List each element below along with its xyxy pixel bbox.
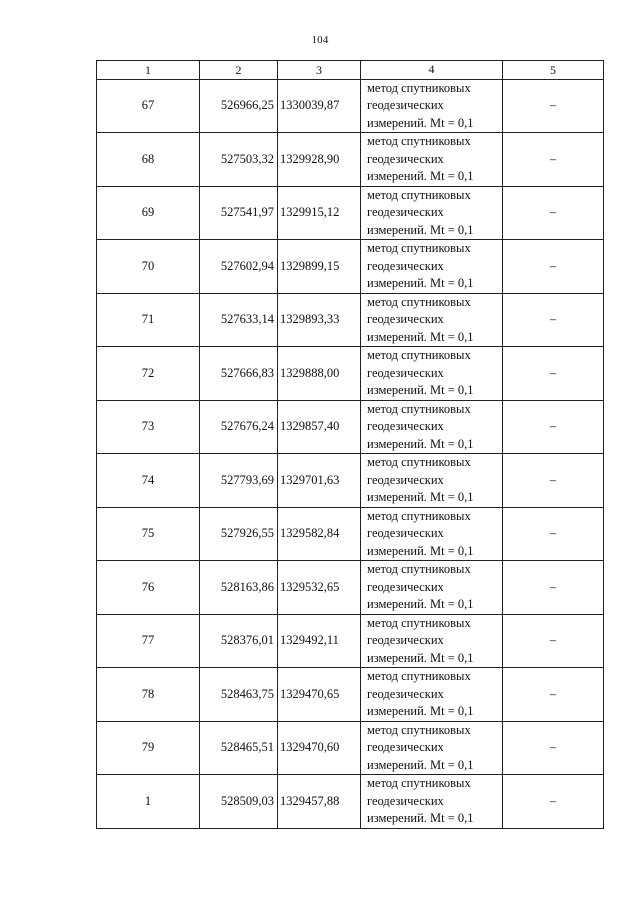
- method-line: метод спутниковых: [367, 776, 471, 790]
- method-line: метод спутниковых: [367, 241, 471, 255]
- point-number-cell: 74: [97, 454, 200, 508]
- y-coordinate-cell: 1330039,87: [278, 79, 361, 133]
- description-cell: –: [503, 400, 604, 454]
- table-row: [97, 668, 604, 722]
- x-coordinate-cell: 527676,24: [200, 400, 278, 454]
- method-line: геодезических: [367, 740, 444, 754]
- coordinates-table-container: [96, 60, 604, 829]
- method-line: измерений. Mt = 0,1: [367, 543, 474, 558]
- y-coordinate-cell: 1329532,65: [278, 561, 361, 615]
- method-line: метод спутниковых: [367, 508, 471, 523]
- method-line: геодезических: [367, 686, 444, 701]
- column-header-4: 4: [361, 61, 503, 80]
- y-coordinate-cell: 1329857,40: [278, 400, 361, 454]
- x-coordinate-cell: 528163,86: [200, 561, 278, 615]
- table-row: [97, 454, 604, 508]
- method-line: метод спутниковых: [367, 348, 471, 362]
- point-number-cell: 1: [97, 775, 200, 829]
- x-coordinate-cell: 528465,51: [200, 721, 278, 775]
- method-line: геодезических: [367, 151, 444, 166]
- y-coordinate-cell: 1329899,15: [278, 240, 361, 294]
- method-cell: [361, 400, 503, 454]
- method-cell: [361, 240, 503, 294]
- point-number-cell: 75: [97, 507, 200, 561]
- method-line: метод спутниковых: [367, 401, 471, 416]
- column-header-3: 3: [278, 61, 361, 80]
- method-line: измерений. Mt = 0,1: [367, 383, 474, 397]
- method-cell: [361, 133, 503, 187]
- method-line: геодезических: [367, 419, 444, 433]
- description-cell: –: [503, 133, 604, 187]
- table-row: [97, 614, 604, 668]
- point-number-cell: 78: [97, 668, 200, 722]
- method-line: измерений. Mt = 0,1: [367, 436, 474, 451]
- x-coordinate-cell: 527503,32: [200, 133, 278, 187]
- y-coordinate-cell: 1329888,00: [278, 347, 361, 401]
- description-cell: –: [503, 614, 604, 668]
- point-number-cell: 71: [97, 293, 200, 347]
- y-coordinate-cell: 1329915,12: [278, 186, 361, 240]
- table-row: [97, 293, 604, 347]
- method-cell: [361, 186, 503, 240]
- point-number-cell: 76: [97, 561, 200, 615]
- point-number-cell: 73: [97, 400, 200, 454]
- x-coordinate-cell: 526966,25: [200, 79, 278, 133]
- method-line: метод спутниковых: [367, 455, 471, 469]
- method-cell: [361, 614, 503, 668]
- x-coordinate-cell: 528376,01: [200, 614, 278, 668]
- method-line: геодезических: [367, 258, 444, 273]
- column-header-5: 5: [503, 61, 604, 80]
- table-row: [97, 561, 604, 615]
- method-line: геодезических: [367, 579, 444, 594]
- method-line: измерений. Mt = 0,1: [367, 757, 474, 772]
- y-coordinate-cell: 1329582,84: [278, 507, 361, 561]
- method-line: метод спутниковых: [367, 294, 471, 309]
- method-line: метод спутниковых: [367, 562, 471, 576]
- coordinates-table: [96, 60, 604, 829]
- method-line: метод спутниковых: [367, 615, 471, 630]
- method-line: измерений. Mt = 0,1: [367, 329, 474, 344]
- x-coordinate-cell: 527926,55: [200, 507, 278, 561]
- x-coordinate-cell: 528509,03: [200, 775, 278, 829]
- description-cell: –: [503, 240, 604, 294]
- page-number: 104: [311, 34, 329, 46]
- method-line: измерений. Mt = 0,1: [367, 276, 474, 290]
- description-cell: –: [503, 721, 604, 775]
- column-header-1: 1: [97, 61, 200, 80]
- point-number-cell: 72: [97, 347, 200, 401]
- table-row: [97, 79, 604, 133]
- table-row: [97, 240, 604, 294]
- y-coordinate-cell: 1329928,90: [278, 133, 361, 187]
- description-cell: –: [503, 347, 604, 401]
- method-line: измерений. Mt = 0,1: [367, 115, 474, 130]
- method-line: измерений. Mt = 0,1: [367, 597, 474, 611]
- method-line: измерений. Mt = 0,1: [367, 490, 474, 504]
- method-line: измерений. Mt = 0,1: [367, 704, 474, 718]
- description-cell: –: [503, 293, 604, 347]
- method-line: измерений. Mt = 0,1: [367, 169, 474, 183]
- description-cell: –: [503, 186, 604, 240]
- method-cell: [361, 293, 503, 347]
- point-number-cell: 69: [97, 186, 200, 240]
- method-line: метод спутниковых: [367, 669, 471, 683]
- point-number-cell: 68: [97, 133, 200, 187]
- x-coordinate-cell: 527633,14: [200, 293, 278, 347]
- description-cell: –: [503, 561, 604, 615]
- table-row: [97, 133, 604, 187]
- y-coordinate-cell: 1329470,65: [278, 668, 361, 722]
- description-cell: –: [503, 507, 604, 561]
- method-line: измерений. Mt = 0,1: [367, 222, 474, 237]
- method-cell: [361, 775, 503, 829]
- method-cell: [361, 721, 503, 775]
- point-number-cell: 67: [97, 79, 200, 133]
- x-coordinate-cell: 527602,94: [200, 240, 278, 294]
- table-header-row: [97, 61, 604, 80]
- method-line: метод спутниковых: [367, 134, 471, 148]
- method-line: геодезических: [367, 633, 444, 647]
- y-coordinate-cell: 1329893,33: [278, 293, 361, 347]
- y-coordinate-cell: 1329701,63: [278, 454, 361, 508]
- point-number-cell: 70: [97, 240, 200, 294]
- table-row: [97, 775, 604, 829]
- method-line: измерений. Mt = 0,1: [367, 811, 474, 825]
- method-line: геодезических: [367, 312, 444, 326]
- description-cell: –: [503, 454, 604, 508]
- method-cell: [361, 79, 503, 133]
- description-cell: –: [503, 668, 604, 722]
- y-coordinate-cell: 1329492,11: [278, 614, 361, 668]
- y-coordinate-cell: 1329470,60: [278, 721, 361, 775]
- method-line: геодезических: [367, 365, 444, 380]
- table-row: [97, 507, 604, 561]
- x-coordinate-cell: 527793,69: [200, 454, 278, 508]
- x-coordinate-cell: 527666,83: [200, 347, 278, 401]
- method-line: метод спутниковых: [367, 722, 471, 737]
- table-row: [97, 347, 604, 401]
- method-line: геодезических: [367, 472, 444, 487]
- method-line: метод спутниковых: [367, 187, 471, 202]
- method-cell: [361, 507, 503, 561]
- point-number-cell: 79: [97, 721, 200, 775]
- method-line: геодезических: [367, 98, 444, 112]
- table-row: [97, 721, 604, 775]
- x-coordinate-cell: 528463,75: [200, 668, 278, 722]
- x-coordinate-cell: 527541,97: [200, 186, 278, 240]
- point-number-cell: 77: [97, 614, 200, 668]
- table-body: [97, 79, 604, 828]
- method-line: геодезических: [367, 205, 444, 219]
- description-cell: –: [503, 79, 604, 133]
- method-cell: [361, 668, 503, 722]
- description-cell: –: [503, 775, 604, 829]
- method-cell: [361, 347, 503, 401]
- method-line: геодезических: [367, 793, 444, 808]
- method-line: метод спутниковых: [367, 80, 471, 95]
- method-cell: [361, 454, 503, 508]
- method-line: измерений. Mt = 0,1: [367, 650, 474, 665]
- method-cell: [361, 561, 503, 615]
- column-header-2: 2: [200, 61, 278, 80]
- method-line: геодезических: [367, 526, 444, 540]
- y-coordinate-cell: 1329457,88: [278, 775, 361, 829]
- table-row: [97, 400, 604, 454]
- table-row: [97, 186, 604, 240]
